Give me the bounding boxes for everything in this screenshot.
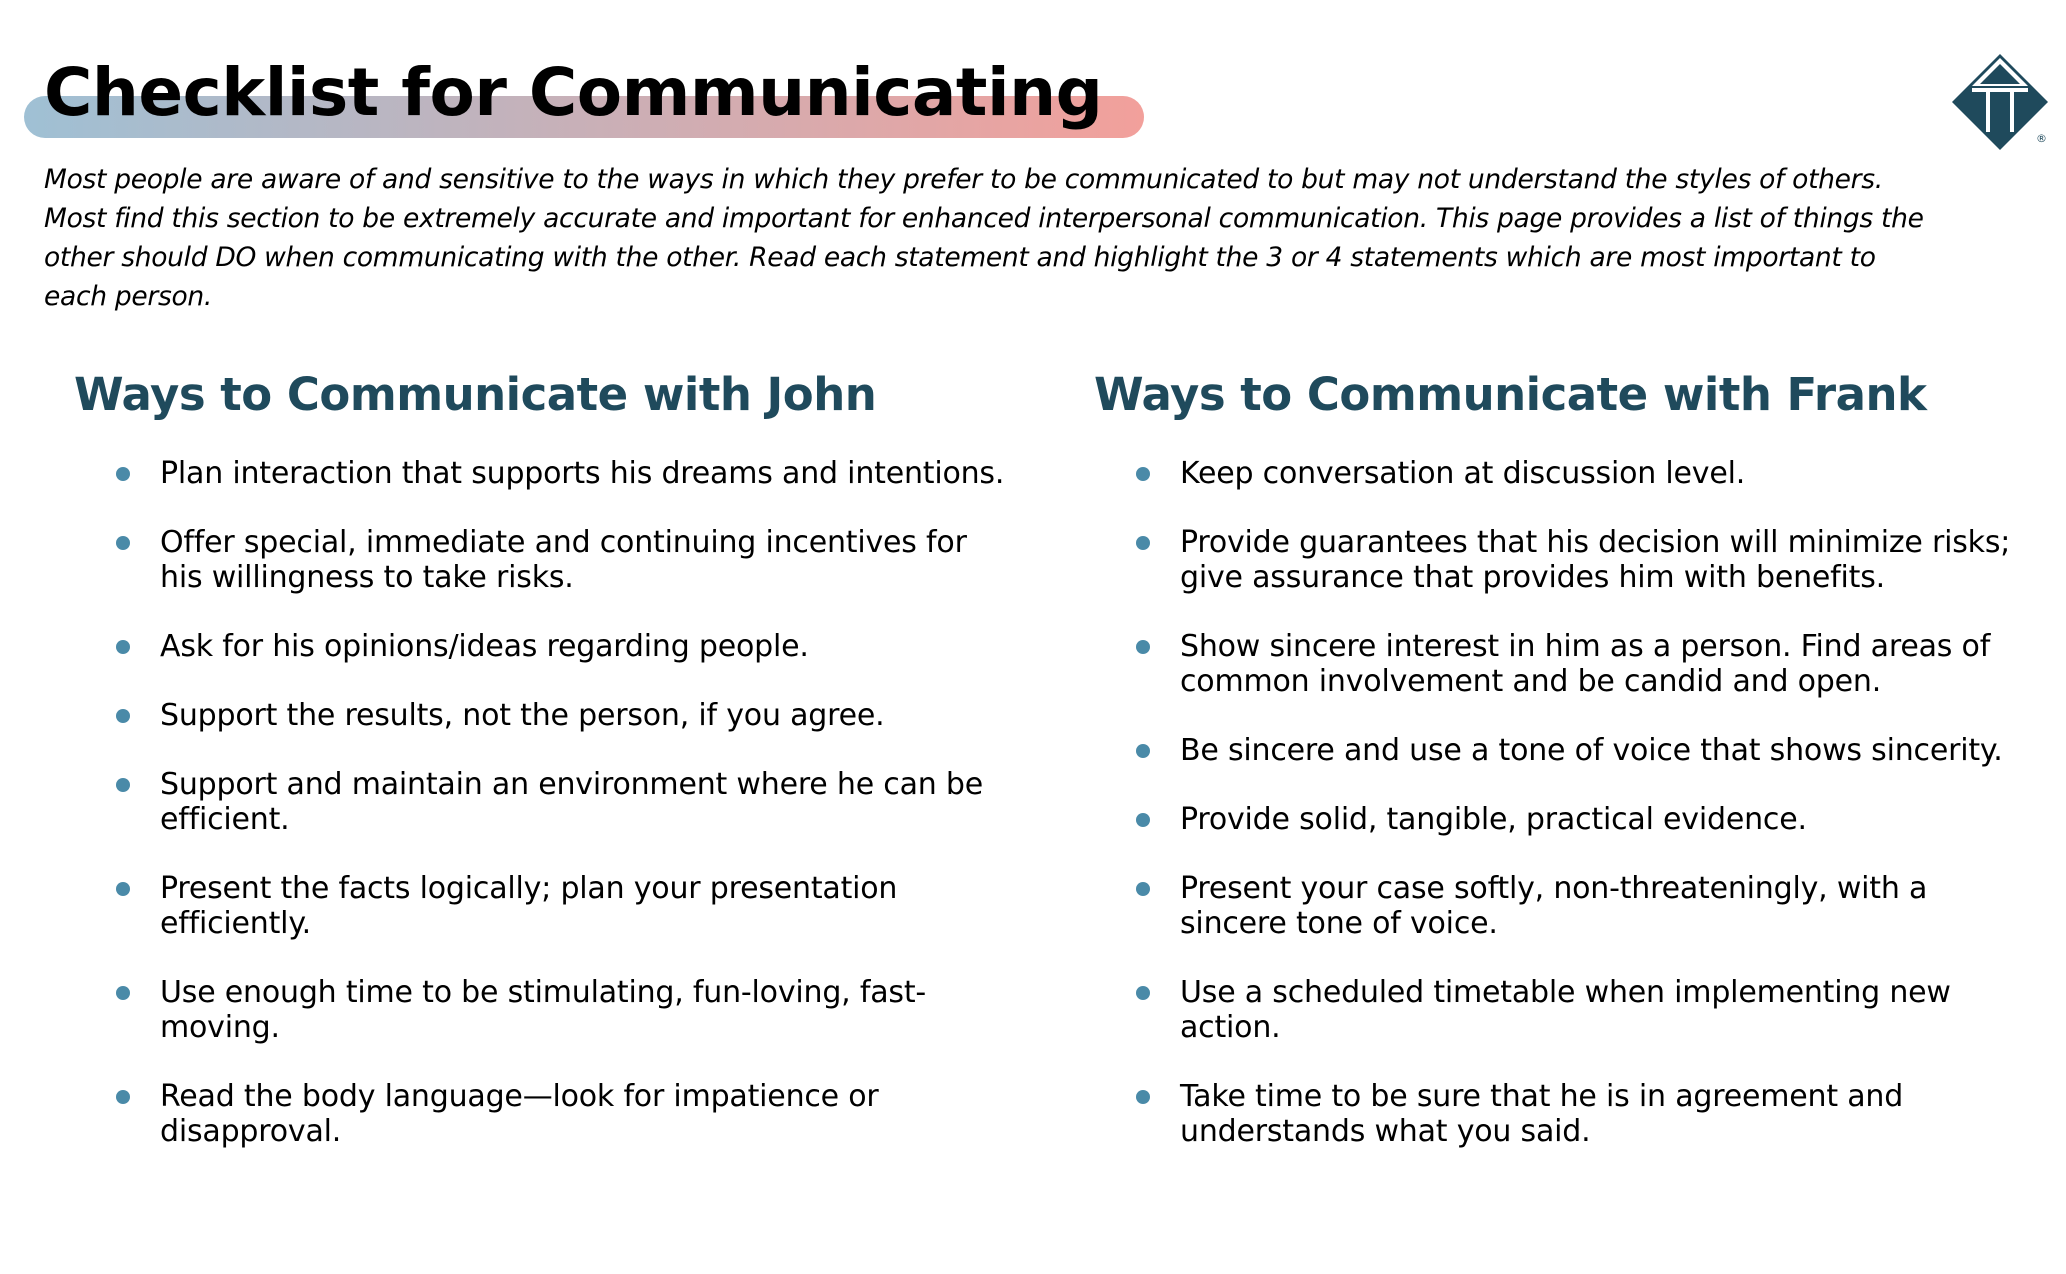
list-item — [74, 975, 1014, 1045]
bullet-icon — [116, 536, 130, 550]
page-title: Checklist for Communicating — [44, 54, 1103, 131]
bullet-icon — [1136, 813, 1150, 827]
list-item — [1094, 871, 2034, 941]
item-text: Use enough time to be stimulating, fun-loving, fast-moving. — [160, 975, 927, 1045]
item-text: Offer special, immediate and continuing incentives for his willingness to take risks. — [160, 525, 967, 595]
list-item — [1094, 802, 2034, 837]
bullet-icon — [116, 467, 130, 481]
item-text: Provide guarantees that his decision will minimize risks; give assurance that provides him with benefits. — [1180, 525, 2011, 595]
list-item — [1094, 525, 2034, 595]
item-text: Be sincere and use a tone of voice that shows sincerity. — [1180, 733, 2003, 768]
item-text: Use a scheduled timetable when implementing new action. — [1180, 975, 1951, 1045]
columns-logo-icon — [1950, 52, 2050, 152]
item-text: Show sincere interest in him as a person. Find areas of common involvement and be candid and open. — [1180, 629, 1991, 699]
list-item — [1094, 975, 2034, 1045]
item-text: Present the facts logically; plan your presentation efficiently. — [160, 871, 898, 941]
bullet-icon — [1136, 986, 1150, 1000]
list-item — [74, 767, 1014, 837]
item-text: Keep conversation at discussion level. — [1180, 456, 1746, 491]
bullet-icon — [116, 1090, 130, 1104]
bullet-icon — [1136, 1090, 1150, 1104]
item-text: Take time to be sure that he is in agreement and understands what you said. — [1180, 1079, 1904, 1149]
list-item — [74, 629, 1014, 664]
frank-heading: Ways to Communicate with Frank — [1094, 368, 1927, 421]
item-text: Support the results, not the person, if you agree. — [160, 698, 885, 733]
john-list — [74, 456, 1014, 1149]
item-text: Ask for his opinions/ideas regarding people. — [160, 629, 809, 664]
item-text: Support and maintain an environment where he can be efficient. — [160, 767, 984, 837]
bullet-icon — [1136, 640, 1150, 654]
list-item — [74, 698, 1014, 733]
list-item — [1094, 733, 2034, 768]
bullet-icon — [1136, 882, 1150, 896]
bullet-icon — [116, 709, 130, 723]
list-item — [74, 525, 1014, 595]
item-text: Plan interaction that supports his dreams and intentions. — [160, 456, 1005, 491]
bullet-icon — [1136, 744, 1150, 758]
intro-paragraph: Most people are aware of and sensitive to the ways in which they prefer to be communicated to but may not understand the styles of others. Most find this section to be extremely accurate and important for enhanced interpersonal communication. This page provides a list of things the other should DO when communicating with the other. Read each statement and highlight the 3 or 4 statements which are most important to each person. — [44, 164, 1924, 312]
john-column — [74, 360, 1014, 1183]
bullet-icon — [116, 986, 130, 1000]
frank-list — [1094, 456, 2034, 1149]
bullet-icon — [116, 640, 130, 654]
bullet-icon — [1136, 467, 1150, 481]
title-area — [24, 48, 1144, 148]
list-item — [1094, 456, 2034, 491]
list-item — [74, 871, 1014, 941]
bullet-icon — [1136, 536, 1150, 550]
list-item — [1094, 1079, 2034, 1149]
list-item — [74, 456, 1014, 491]
list-item — [1094, 629, 2034, 699]
item-text: Present your case softly, non-threateningly, with a sincere tone of voice. — [1180, 871, 1928, 941]
list-item — [74, 1079, 1014, 1149]
registered-mark: ® — [2036, 132, 2047, 145]
john-heading: Ways to Communicate with John — [74, 368, 877, 421]
bullet-icon — [116, 882, 130, 896]
bullet-icon — [116, 778, 130, 792]
item-text: Provide solid, tangible, practical evidence. — [1180, 802, 1807, 837]
frank-column — [1094, 360, 2034, 1183]
logo-graphic — [1950, 52, 2050, 152]
item-text: Read the body language—look for impatience or disapproval. — [160, 1079, 879, 1149]
